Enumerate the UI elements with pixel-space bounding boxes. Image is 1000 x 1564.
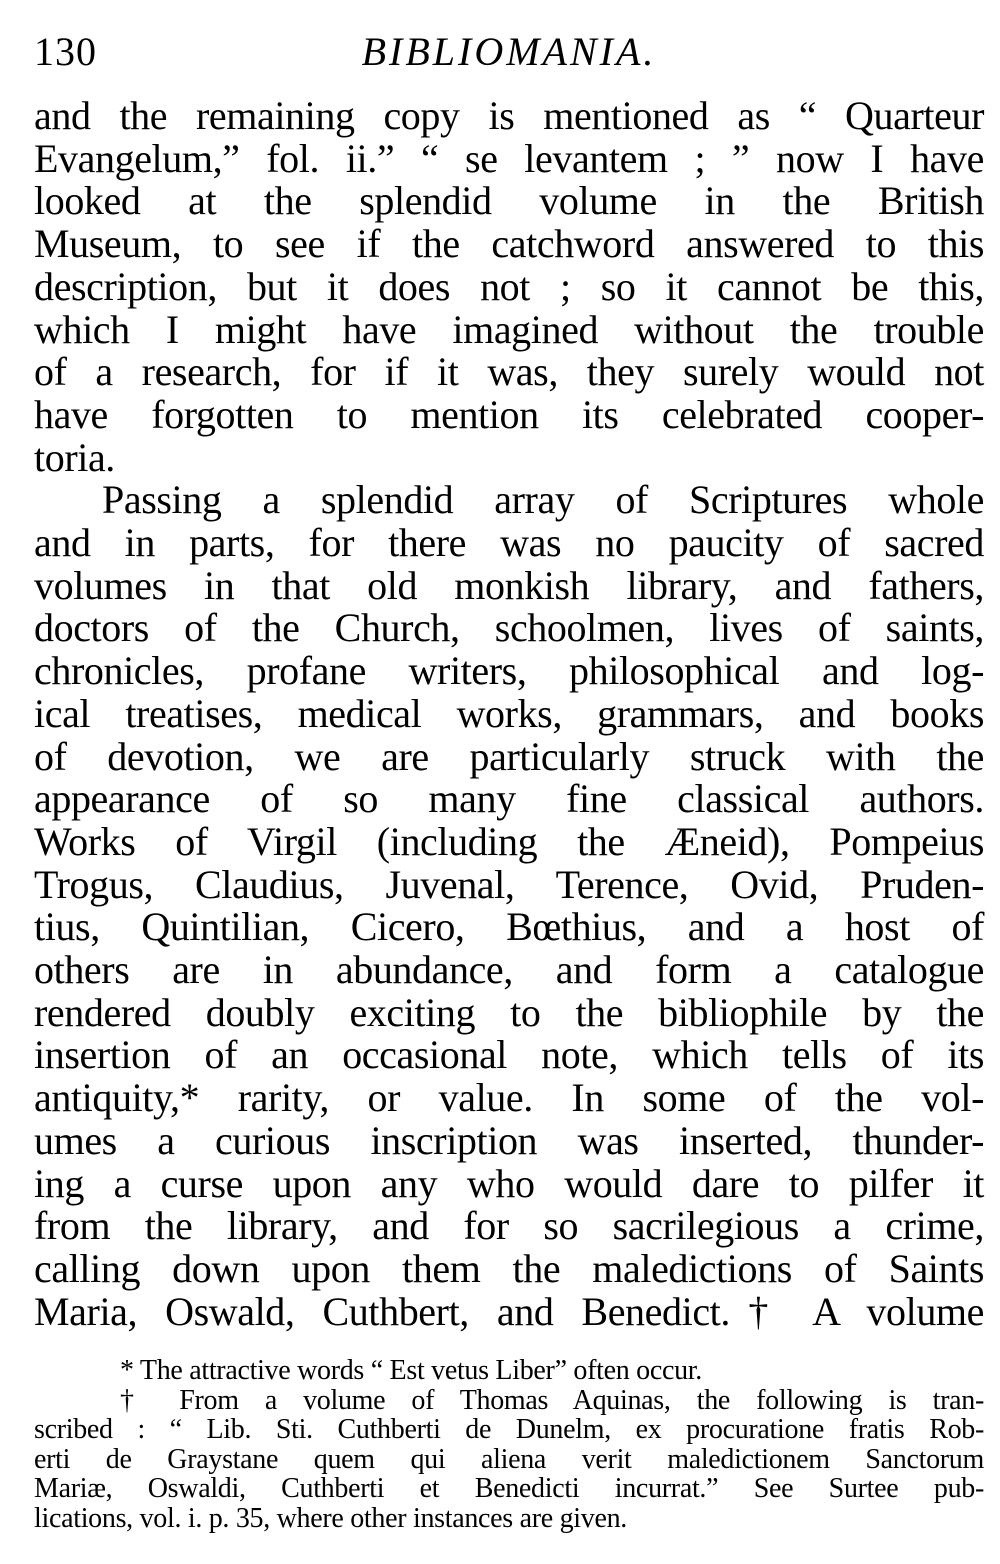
body-line: volumes in that old monkish library, and fathers, [34, 562, 984, 608]
body-line: Passing a splendid array of Scriptures whole [102, 477, 984, 523]
footnote-line: lications, vol. i. p. 35, where other instances are given. [34, 1502, 627, 1534]
page-number: 130 [34, 29, 97, 74]
body-line: ical treatises, medical works, grammars, and books [34, 690, 984, 736]
body-line: Works of Virgil (including the Æneid), Pompeius [34, 818, 984, 864]
body-line: of a research, for if it was, they surely would not [34, 349, 984, 395]
body-line: chronicles, profane writers, philosophical and log- [34, 648, 984, 694]
running-title: BIBLIOMANIA. [361, 29, 657, 74]
footnotes [34, 1356, 984, 1533]
body-line: Trogus, Claudius, Juvenal, Terence, Ovid, Pruden- [34, 861, 984, 907]
body-line: Museum, to see if the catchword answered to this [34, 221, 984, 267]
body-line: insertion of an occasional note, which tells of its [34, 1032, 984, 1078]
body-line: looked at the splendid volume in the British [34, 178, 984, 224]
body-line: others are in abundance, and form a catalogue [34, 947, 984, 993]
body-line: rendered doubly exciting to the bibliophile by the [34, 989, 984, 1035]
body-line: Evangelum,” fol. ii.” “ se levantem ; ” now I have [34, 135, 984, 181]
body-text [34, 95, 984, 1333]
page-header [34, 28, 984, 80]
footnote-line: Mariæ, Oswaldi, Cuthberti et Benedicti incurrat.” See Surtee pub- [34, 1473, 984, 1504]
body-line: description, but it does not ; so it cannot be this, [34, 263, 984, 309]
footnote-line: scribed : “ Lib. Sti. Cuthberti de Dunelm, ex procuratione fratis Rob- [34, 1414, 984, 1445]
body-line: calling down upon them the maledictions of Saints [34, 1245, 984, 1291]
footnote-line: erti de Graystane quem qui aliena verit maledictionem Sanctorum [34, 1443, 984, 1475]
body-line: from the library, and for so sacrilegious a crime, [34, 1203, 984, 1249]
body-line: ing a curse upon any who would dare to pilfer it [34, 1160, 984, 1206]
footnote-line: † From a volume of Thomas Aquinas, the following is tran- [120, 1384, 984, 1416]
body-line: which I might have imagined without the trouble [34, 306, 984, 352]
body-line: have forgotten to mention its celebrated cooper- [34, 391, 984, 437]
body-line: appearance of so many fine classical authors. [34, 776, 984, 822]
body-line: toria. [34, 434, 115, 480]
body-line: tius, Quintilian, Cicero, Bœthius, and a host of [34, 904, 984, 950]
footnote-line: * The attractive words “ Est vetus Liber” often occur. [120, 1355, 702, 1386]
body-line: umes a curious inscription was inserted, thunder- [34, 1117, 984, 1163]
body-line: and in parts, for there was no paucity of sacred [34, 520, 984, 566]
body-line: Maria, Oswald, Cuthbert, and Benedict.† A volume [34, 1288, 984, 1334]
body-line: doctors of the Church, schoolmen, lives of saints, [34, 605, 984, 651]
body-line: of devotion, we are particularly struck with the [34, 733, 984, 779]
body-line: antiquity,* rarity, or value. In some of the vol- [34, 1075, 984, 1121]
body-line: and the remaining copy is mentioned as “ Quarteur [34, 93, 984, 138]
